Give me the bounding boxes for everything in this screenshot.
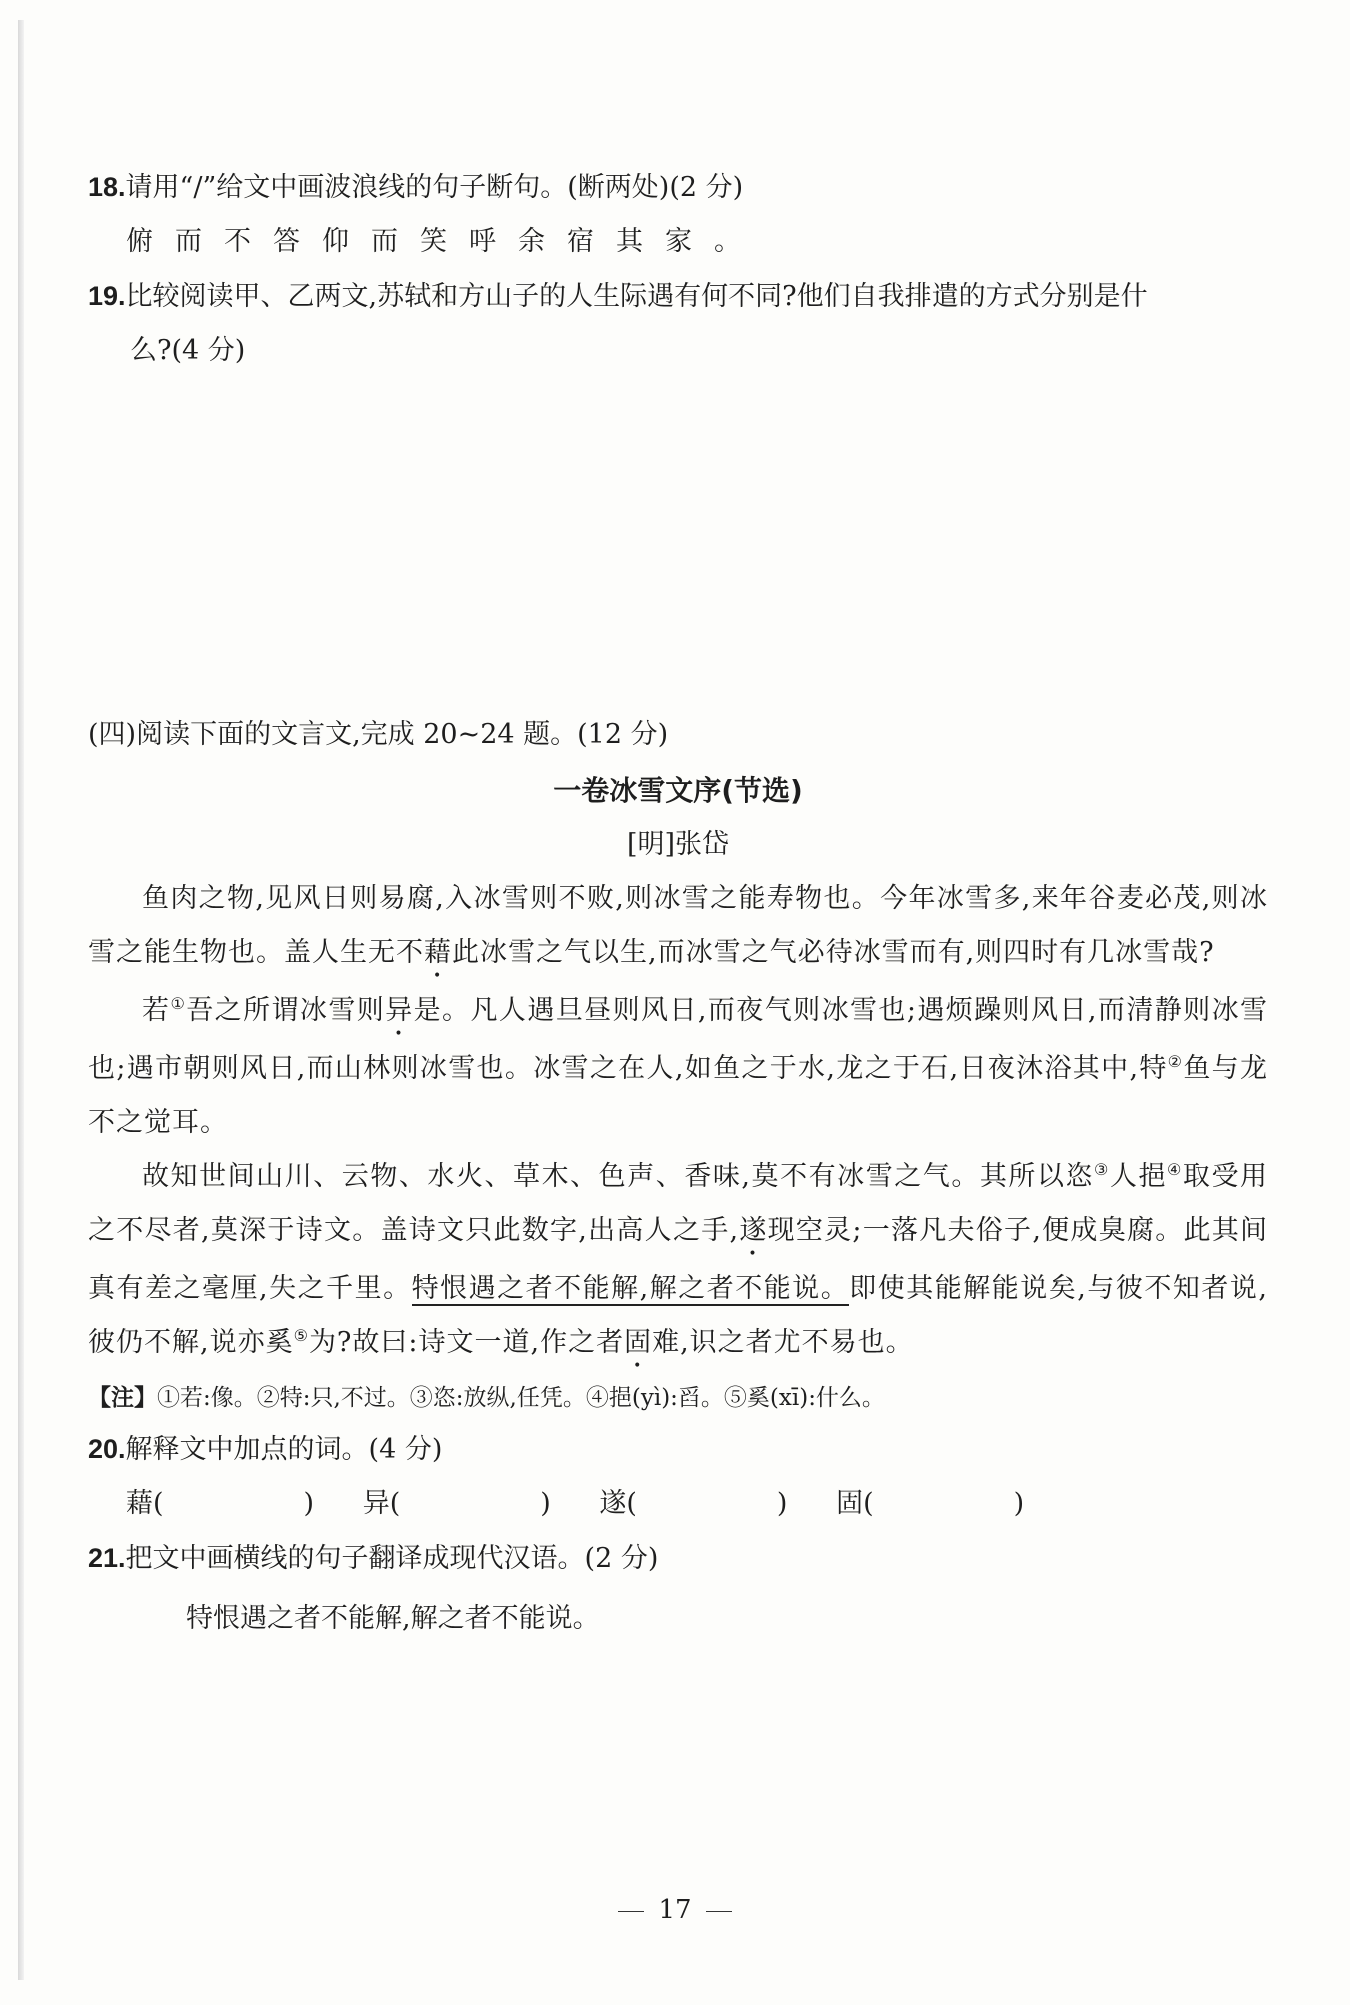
blank-yi[interactable]	[363, 1477, 551, 1531]
question-19-number: 19.	[88, 281, 126, 311]
passage-paragraph-2	[88, 984, 1268, 1150]
question-19-text-cont: 么?(4 分)	[130, 335, 246, 366]
open-paren: (	[389, 1488, 401, 1519]
worksheet-content	[88, 160, 1268, 1646]
p3-text-f: 为?故曰:诗文一道,作之者	[308, 1327, 625, 1358]
p3-text-b: 人挹	[1109, 1161, 1168, 1192]
question-21-number: 21.	[88, 1543, 126, 1573]
page-edge-shadow	[18, 20, 24, 1980]
question-18-text: 请用“/”给文中画波浪线的句子断句。(断两处)(2 分)	[125, 172, 744, 203]
footnote-label: 【注】	[88, 1384, 157, 1411]
close-paren: )	[540, 1488, 551, 1519]
blank-word: 固	[836, 1488, 864, 1519]
underlined-sentence: 特恨遇之者不能解,解之者不能说。	[411, 1273, 850, 1304]
dotted-word-ji: 藉	[424, 937, 452, 968]
footer-dash-right	[706, 1911, 732, 1912]
passage-author: [明]张岱	[626, 829, 730, 860]
p3-text-c: 取受用之不尽者,莫深于诗文。盖诗文只此数字,出高人之手,	[88, 1161, 1269, 1246]
footnotes	[88, 1374, 1268, 1422]
question-21	[88, 1531, 1268, 1586]
note-ref-5: ⑤	[293, 1326, 309, 1345]
blank-word: 遂	[599, 1488, 627, 1519]
question-18-sentence: 俯而不答仰而笑呼余宿其家。	[126, 226, 763, 257]
dotted-word-yi: 异	[385, 995, 414, 1026]
passage-paragraph-1	[88, 872, 1268, 984]
note-ref-1: ①	[170, 994, 187, 1013]
page-footer	[0, 1895, 1350, 1925]
blank-ji[interactable]	[126, 1477, 314, 1531]
answer-space	[88, 378, 1268, 698]
open-paren: (	[626, 1488, 637, 1519]
question-21-text: 把文中画横线的句子翻译成现代汉语。(2 分)	[125, 1543, 659, 1574]
blank-gu[interactable]	[836, 1477, 1024, 1531]
p3-text-e: 即使其能解能说矣,与彼不知者说,彼仍不解,说亦奚	[88, 1273, 1268, 1358]
page-number: 17	[658, 1895, 692, 1925]
passage-paragraph-3	[88, 1150, 1268, 1374]
question-20-text: 解释文中加点的词。(4 分)	[125, 1434, 443, 1465]
question-18-number: 18.	[88, 172, 126, 202]
note-ref-2: ②	[1167, 1052, 1184, 1071]
question-19	[88, 269, 1268, 324]
dotted-word-gu: 固	[624, 1327, 653, 1358]
section-4-heading: (四)阅读下面的文言文,完成 20~24 题。(12 分)	[88, 719, 669, 750]
close-paren: )	[1013, 1488, 1025, 1519]
p3-text-a: 故知世间山川、云物、水火、草木、色声、香味,莫不有冰雪之气。其所以恣	[142, 1161, 1095, 1192]
close-paren: )	[776, 1488, 788, 1519]
dotted-word-sui: 遂	[739, 1215, 768, 1246]
blank-sui[interactable]	[599, 1477, 787, 1531]
p1-text-a: 鱼肉之物,见风日则易腐,入冰雪则不败,则冰雪之能寿物也。今年冰雪多,来年谷麦必茂,则冰雪之能生物也。盖人生无不	[88, 883, 1268, 968]
footnote-text: ①若:像。②特:只,不过。③恣:放纵,任凭。④挹(yì):舀。⑤奚(xī):什么。	[157, 1385, 885, 1411]
p3-text-d: 现空灵;一落凡夫俗子,便成臭腐。此其间真有差之毫厘,失之千里。	[88, 1215, 1269, 1304]
passage-title: 一卷冰雪文序(节选)	[553, 774, 803, 807]
question-19-text: 比较阅读甲、乙两文,苏轼和方山子的人生际遇有何不同?他们自我排遣的方式分别是什	[125, 281, 1148, 312]
question-20	[88, 1422, 1268, 1477]
question-18	[88, 160, 1268, 215]
note-ref-4: ④	[1167, 1160, 1183, 1179]
p2-text-b: 吾之所谓冰雪则	[186, 995, 386, 1026]
p2-text-a: 若	[142, 995, 171, 1026]
close-paren: )	[303, 1488, 315, 1519]
p1-text-b: 此冰雪之气以生,而冰雪之气必待冰雪而有,则四时有几冰雪哉?	[452, 937, 1215, 968]
blank-word: 异	[362, 1488, 390, 1519]
question-20-blanks	[88, 1477, 1268, 1531]
question-21-sentence: 特恨遇之者不能解,解之者不能说。	[186, 1603, 600, 1634]
p2-text-c: 是。凡人遇旦昼则风日,而夜气则冰雪也;遇烦躁则风日,而清静则冰雪也;遇市朝则风日,而山林则冰雪也。冰雪之在人,如鱼之于水,龙之于石,日夜沐浴其中,特	[88, 995, 1269, 1084]
p3-text-g: 难,识之者尤不易也。	[652, 1327, 914, 1358]
footer-dash-left	[618, 1911, 644, 1912]
blank-word: 藉	[126, 1488, 153, 1519]
open-paren: (	[153, 1488, 164, 1519]
p2-text-d: 鱼与龙不之觉耳。	[88, 1053, 1268, 1138]
open-paren: (	[863, 1488, 874, 1519]
question-20-number: 20.	[88, 1434, 126, 1464]
note-ref-3: ③	[1094, 1160, 1110, 1179]
